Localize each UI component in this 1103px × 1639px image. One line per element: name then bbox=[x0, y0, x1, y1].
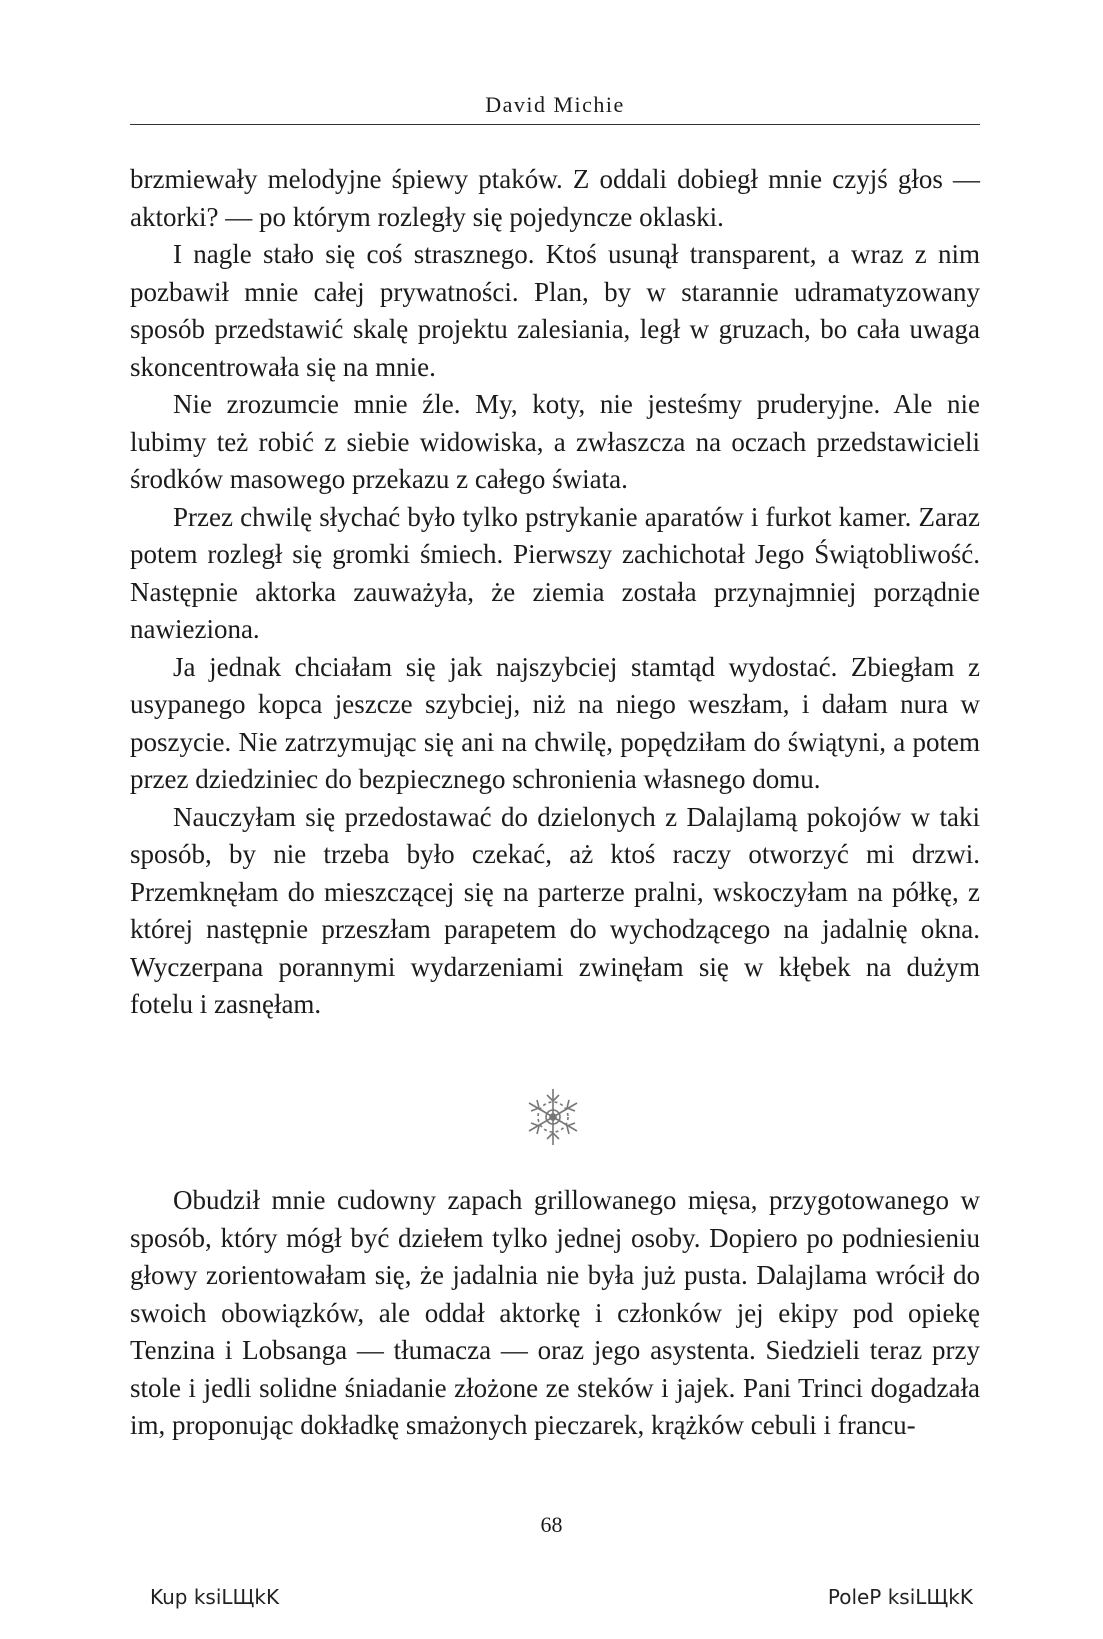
paragraph: Ja jednak chciałam się jak najszybciej stamtąd wydostać. Zbiegłam z usypanego kopca jeszcze szybciej, niż na niego weszłam, i dałam nura w poszycie. Nie zatrzymując się ani na chwilę, popędziłam do świątyni, a potem przez dziedziniec do bezpiecznego schronienia własnego domu. bbox=[130, 651, 980, 794]
recommend-book-link[interactable]: PoleP ksiLЩkK bbox=[827, 1585, 973, 1609]
body-text-top bbox=[130, 161, 980, 1024]
paragraph: Przez chwilę słychać było tylko pstrykanie aparatów i furkot kamer. Zaraz potem rozległ się gromki śmiech. Pierwszy zachichotał Jego Świątobliwość. Następnie aktorka zauważyła, że ziemia została przynajmniej porządnie nawieziona. bbox=[130, 501, 980, 644]
buy-book-link[interactable]: Kup ksiLЩkK bbox=[150, 1585, 280, 1609]
paragraph: Nie zrozumcie mnie źle. My, koty, nie jesteśmy pruderyjne. Ale nie lubimy też robić z siebie widowiska, a zwłaszcza na oczach przedstawicieli środków masowego przekazu z całego świata. bbox=[130, 389, 980, 494]
paragraph: brzmiewały melodyjne śpiewy ptaków. Z oddali dobiegł mnie czyjś głos — aktorki? — po którym rozległy się pojedyncze oklaski. bbox=[130, 164, 980, 232]
running-header-author: David Michie bbox=[485, 92, 625, 117]
paragraph: Nauczyłam się przedostawać do dzielonych z Dalajlamą pokojów w taki sposób, by nie trzeba było czekać, aż ktoś raczy otworzyć mi drzwi. Przemknęłam do mieszczącej się na parterze pralni, wskoczyłam na półkę, z której następnie przeszłam parapetem do wychodzącego na jadalnię okna. Wyczerpana porannymi wydarzeniami zwinęłam się w kłębek na dużym fotelu i zasnęłam. bbox=[130, 801, 980, 1019]
page-number: 68 bbox=[540, 1512, 563, 1537]
snowflake-ornament-icon bbox=[520, 1084, 586, 1150]
header-divider bbox=[130, 124, 980, 125]
paragraph: Obudził mnie cudowny zapach grillowanego mięsa, przygotowanego w sposób, który mógł być dziełem tylko jednej osoby. Dopiero po podniesieniu głowy zorientowałam się, że jadalnia nie była już pusta. Dalajlama wrócił do swoich obowiązków, ale oddał aktorkę i członków jej ekipy pod opiekę Tenzina i Lobsanga — tłumacza — oraz jego asystenta. Siedzieli teraz przy stole i jedli solidne śniadanie złożone ze steków i jajek. Pani Trinci dogadzała im, proponując dokładkę smażonych pieczarek, krążków cebuli i francu- bbox=[130, 1185, 980, 1440]
body-text-bottom bbox=[130, 1182, 980, 1445]
paragraph: I nagle stało się coś strasznego. Ktoś usunął transparent, a wraz z nim pozbawił mnie całej prywatności. Plan, by w starannie udramatyzowany sposób przedstawić skalę projektu zalesiania, legł w gruzach, bo cała uwaga skoncentrowała się na mnie. bbox=[130, 239, 980, 382]
